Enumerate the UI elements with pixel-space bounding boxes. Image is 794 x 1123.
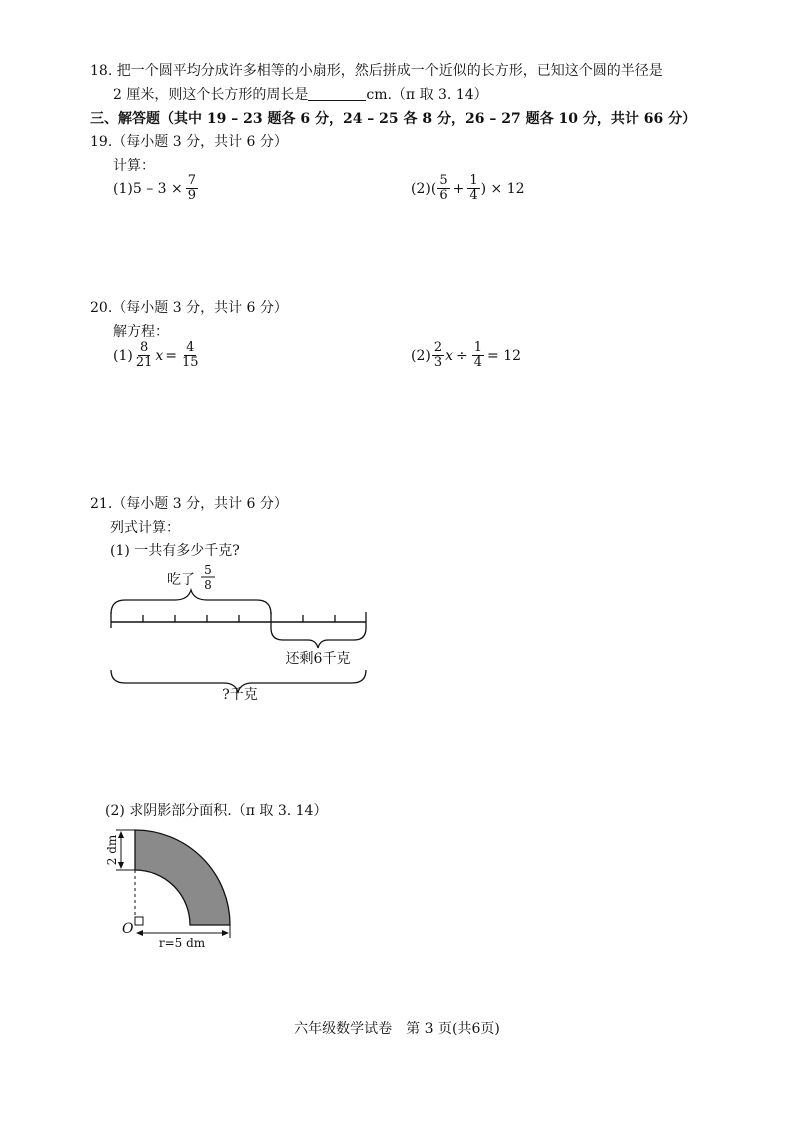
q21-instruction: 列式计算： <box>110 520 180 536</box>
q18-line2-unit: cm.（π 取 3. 14） <box>366 87 488 103</box>
q19-p2-f1-denominator: 6 <box>439 188 448 203</box>
radius-arrow-left <box>136 930 143 936</box>
q20-p1-f2-denominator: 15 <box>182 355 199 370</box>
q20-p1-label: (1) <box>113 347 133 364</box>
q19-p2-label: (2) <box>411 180 431 197</box>
q20-p1-fraction-1 <box>134 341 155 370</box>
remaining-brace <box>271 628 366 648</box>
q20-p2-divide: ÷ <box>456 347 468 364</box>
q21-p1-question: (1) 一共有多少千克? <box>110 543 240 559</box>
q20-p2-f2-denominator: 4 <box>473 355 483 370</box>
q20-p1-f1-denominator: 21 <box>135 355 153 370</box>
q20-header: 20.（每小题 3 分，共计 6 分） <box>90 300 288 316</box>
shaded-region-figure <box>100 820 250 950</box>
q19-instruction: 计算： <box>113 158 155 174</box>
q20-p1-variable: x <box>155 347 164 364</box>
q20-p1-f1-numerator: 8 <box>139 340 149 355</box>
q19-header: 19.（每小题 3 分，共计 6 分） <box>90 134 288 150</box>
q19-p2-f2-numerator: 1 <box>469 173 478 188</box>
q19-p2-fraction-1 <box>437 174 449 203</box>
q19-problem-1 <box>113 174 199 203</box>
segment-ticks <box>111 612 366 628</box>
q19-p2-close: ) × 12 <box>480 180 525 197</box>
q20-p2-label: (2) <box>411 347 431 364</box>
q20-p1-equals: = <box>165 347 178 364</box>
q20-p1-fraction-2 <box>180 341 201 370</box>
q19-p2-open: ( <box>430 180 437 197</box>
origin-label: O <box>122 921 134 937</box>
q19-problem-2 <box>411 174 525 203</box>
shaded-annulus-quarter <box>135 830 230 925</box>
q19-p2-f1-numerator: 5 <box>439 173 448 188</box>
q20-instruction: 解方程： <box>113 324 169 340</box>
radius-label: r=5 dm <box>158 936 206 950</box>
q20-p1-f2-numerator: 4 <box>186 340 195 355</box>
q19-p1-fraction <box>186 174 198 203</box>
q20-p2-f1-denominator: 3 <box>433 355 443 370</box>
segment-diagram <box>100 562 380 710</box>
q18-line2 <box>113 84 488 104</box>
width-label: 2 dm <box>105 834 119 866</box>
q20-p2-f2-numerator: 1 <box>473 340 483 355</box>
q18-line1: 18. 把一个圆平均分成许多相等的小扇形，然后拼成一个近似的长方形，已知这个圆的半径是 <box>90 63 663 79</box>
eaten-brace <box>111 590 271 614</box>
q19-p2-plus: + <box>452 180 465 197</box>
total-label: ?千克 <box>222 687 258 703</box>
q20-p2-rhs: = 12 <box>487 347 522 364</box>
q19-p1-denominator: 9 <box>187 188 197 203</box>
eaten-label: 吃了 <box>167 572 195 588</box>
radius-arrow-right <box>222 930 229 936</box>
q19-p1-label: (1) <box>113 180 133 197</box>
eaten-fraction-num: 5 <box>204 563 212 577</box>
q21-header: 21.（每小题 3 分，共计 6 分） <box>90 496 288 512</box>
q20-p2-variable: x <box>445 347 454 364</box>
q19-p2-f2-denominator: 4 <box>469 188 478 203</box>
eaten-fraction-den: 8 <box>204 578 212 592</box>
q20-p2-fraction-1 <box>432 341 444 370</box>
q18-answer-blank[interactable] <box>308 86 366 101</box>
q19-p1-numerator: 7 <box>187 173 197 188</box>
q19-p2-fraction-2 <box>467 174 479 203</box>
page-footer: 六年级数学试卷 第 3 页(共6页) <box>294 1021 500 1037</box>
remaining-label: 还剩6千克 <box>285 651 351 667</box>
right-angle-mark <box>135 917 143 925</box>
q20-p2-fraction-2 <box>472 341 484 370</box>
q20-problem-1 <box>113 341 202 370</box>
q18-line2-text: 2 厘米，则这个长方形的周长是 <box>113 87 309 103</box>
q20-problem-2 <box>411 341 521 370</box>
q20-p2-f1-numerator: 2 <box>433 340 443 355</box>
q21-p2-question: (2) 求阴影部分面积.（π 取 3. 14） <box>105 803 328 819</box>
section-3-title: 三、解答题（其中 19 – 23 题各 6 分，24 – 25 各 8 分，26 – 27 题各 10 分，共计 66 分） <box>90 111 697 127</box>
q19-p1-expr: 5 – 3 × <box>132 180 183 197</box>
